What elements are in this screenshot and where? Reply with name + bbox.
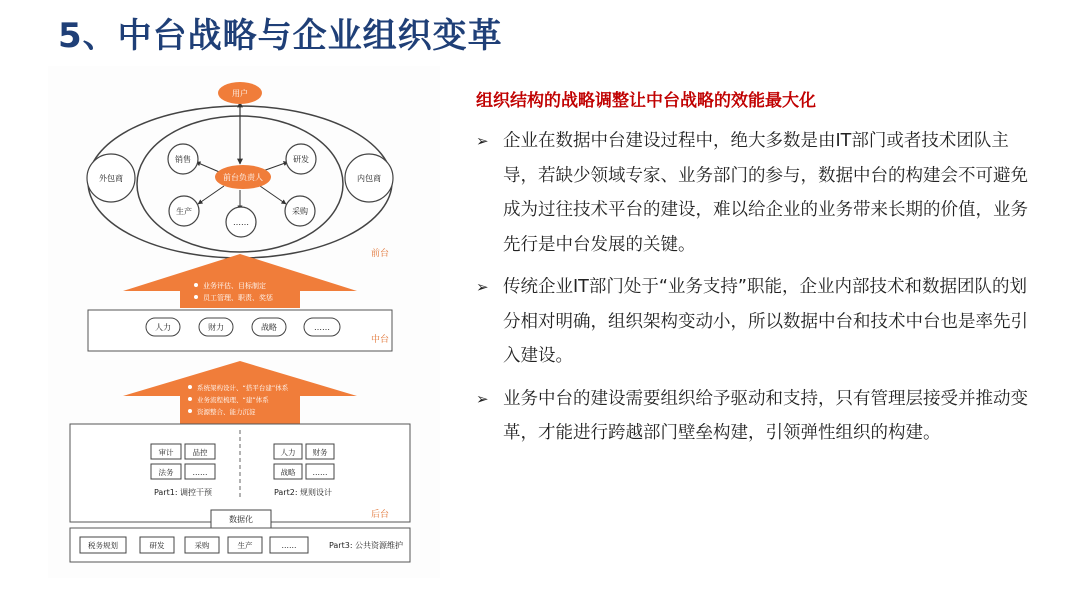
part2-box-finance-label: 财务 (312, 448, 328, 457)
inner-node-production-label: 生产 (176, 207, 192, 216)
key-points-list (476, 124, 1036, 459)
user-node-label: 用户 (232, 89, 248, 98)
key-point-text: 业务中台的建设需要组织给予驱动和支持，只有管理层接受并推动变革，才能进行跨越部门壁垒构建，引领弹性组织的构建。 (503, 388, 1028, 443)
middle-box-finance-label: 财力 (208, 323, 224, 332)
part3-caption: Part3: 公共资源维护 (328, 541, 404, 550)
key-point-text: 企业在数据中台建设过程中，绝大多数是由IT部门或者技术团队主导，若缺少领域专家、业务部门的参与，数据中台的构建会不可避免成为过往技术平台的建设，难以给企业的业务带来长期的价值，业务先行是中台发展的关键。 (503, 131, 1028, 255)
part2-box-hr-label: 人力 (280, 448, 296, 457)
lower-arrow-line-2: 业务流程梳理、“建”体系 (197, 396, 269, 404)
middle-box-hr-label: 人力 (155, 323, 171, 332)
part3-box-more-label: …… (281, 541, 297, 550)
part2-caption: Part2: 规则设计 (273, 488, 333, 497)
insourcer-label: 内包商 (357, 174, 381, 183)
upper-arrow-bullet-1 (194, 283, 198, 287)
part3-box-rnd-label: 研发 (149, 541, 165, 550)
part3-box-purchase-label: 采购 (194, 541, 210, 550)
section-subtitle: 组织结构的战略调整让中台战略的效能最大化 (476, 91, 816, 111)
front-layer-label: 前台 (370, 249, 390, 259)
arrow-bullet-icon: ➢ (476, 278, 489, 296)
lower-arrow-bullet-3 (188, 409, 192, 413)
middle-layer-label: 中台 (370, 335, 390, 345)
part1-box-more-label: …… (192, 468, 208, 477)
middle-box-more-label: …… (314, 323, 330, 332)
part3-box-production-label: 生产 (237, 541, 253, 550)
part1-box-audit-label: 审计 (158, 448, 174, 457)
upper-arrow-line-1: 业务评估、目标制定 (203, 282, 266, 290)
part1-box-quality-label: 品控 (192, 448, 208, 457)
key-point (476, 382, 1036, 451)
outsourcer-label: 外包商 (99, 174, 123, 183)
arrow-bullet-icon: ➢ (476, 389, 489, 408)
part2-box-strategy-label: 战略 (280, 468, 296, 477)
lower-arrow-bullet-1 (188, 385, 192, 389)
upper-arrow-line-2: 员工管理、职责、奖惩 (203, 294, 273, 302)
lower-arrow-bullet-2 (188, 397, 192, 401)
inner-node-rnd-label: 研发 (293, 155, 309, 164)
arrow-bullet-icon: ➢ (476, 132, 489, 150)
center-node-label: 前台负责人 (223, 173, 263, 182)
part3-box-tax-label: 税务规划 (88, 541, 118, 550)
lower-arrow-line-3: 资源整合、能力沉淀 (197, 408, 256, 416)
lower-arrow-line-1: 系统架构设计、“搭平台建”体系 (197, 384, 289, 392)
key-point (476, 124, 1036, 262)
part1-box-legal-label: 法务 (158, 468, 174, 477)
inner-node-more-label: …… (233, 218, 249, 227)
middle-layer-box (88, 310, 392, 351)
upper-arrow-bullet-2 (194, 295, 198, 299)
middle-box-strategy-label: 战略 (261, 323, 277, 332)
inner-node-sales-label: 销售 (175, 155, 191, 164)
part1-caption: Part1: 调控干预 (153, 488, 213, 497)
part2-box-more-label: …… (312, 468, 328, 477)
data-node-label: 数据化 (229, 515, 253, 524)
key-point-text: 传统企业IT部门处于“业务支持”职能，企业内部技术和数据团队的划分相对明确，组织架构变动小，所以数据中台和技术中台也是率先引入建设。 (503, 277, 1028, 366)
key-point (476, 270, 1036, 374)
purchase-connector (260, 186, 286, 204)
org-diagram-svg (48, 66, 440, 578)
page-title: 5、中台战略与企业组织变革 (58, 16, 503, 56)
production-connector (198, 186, 224, 204)
inner-node-purchase-label: 采购 (292, 207, 308, 216)
org-diagram (48, 66, 440, 578)
back-layer-label: 后台 (370, 510, 390, 520)
